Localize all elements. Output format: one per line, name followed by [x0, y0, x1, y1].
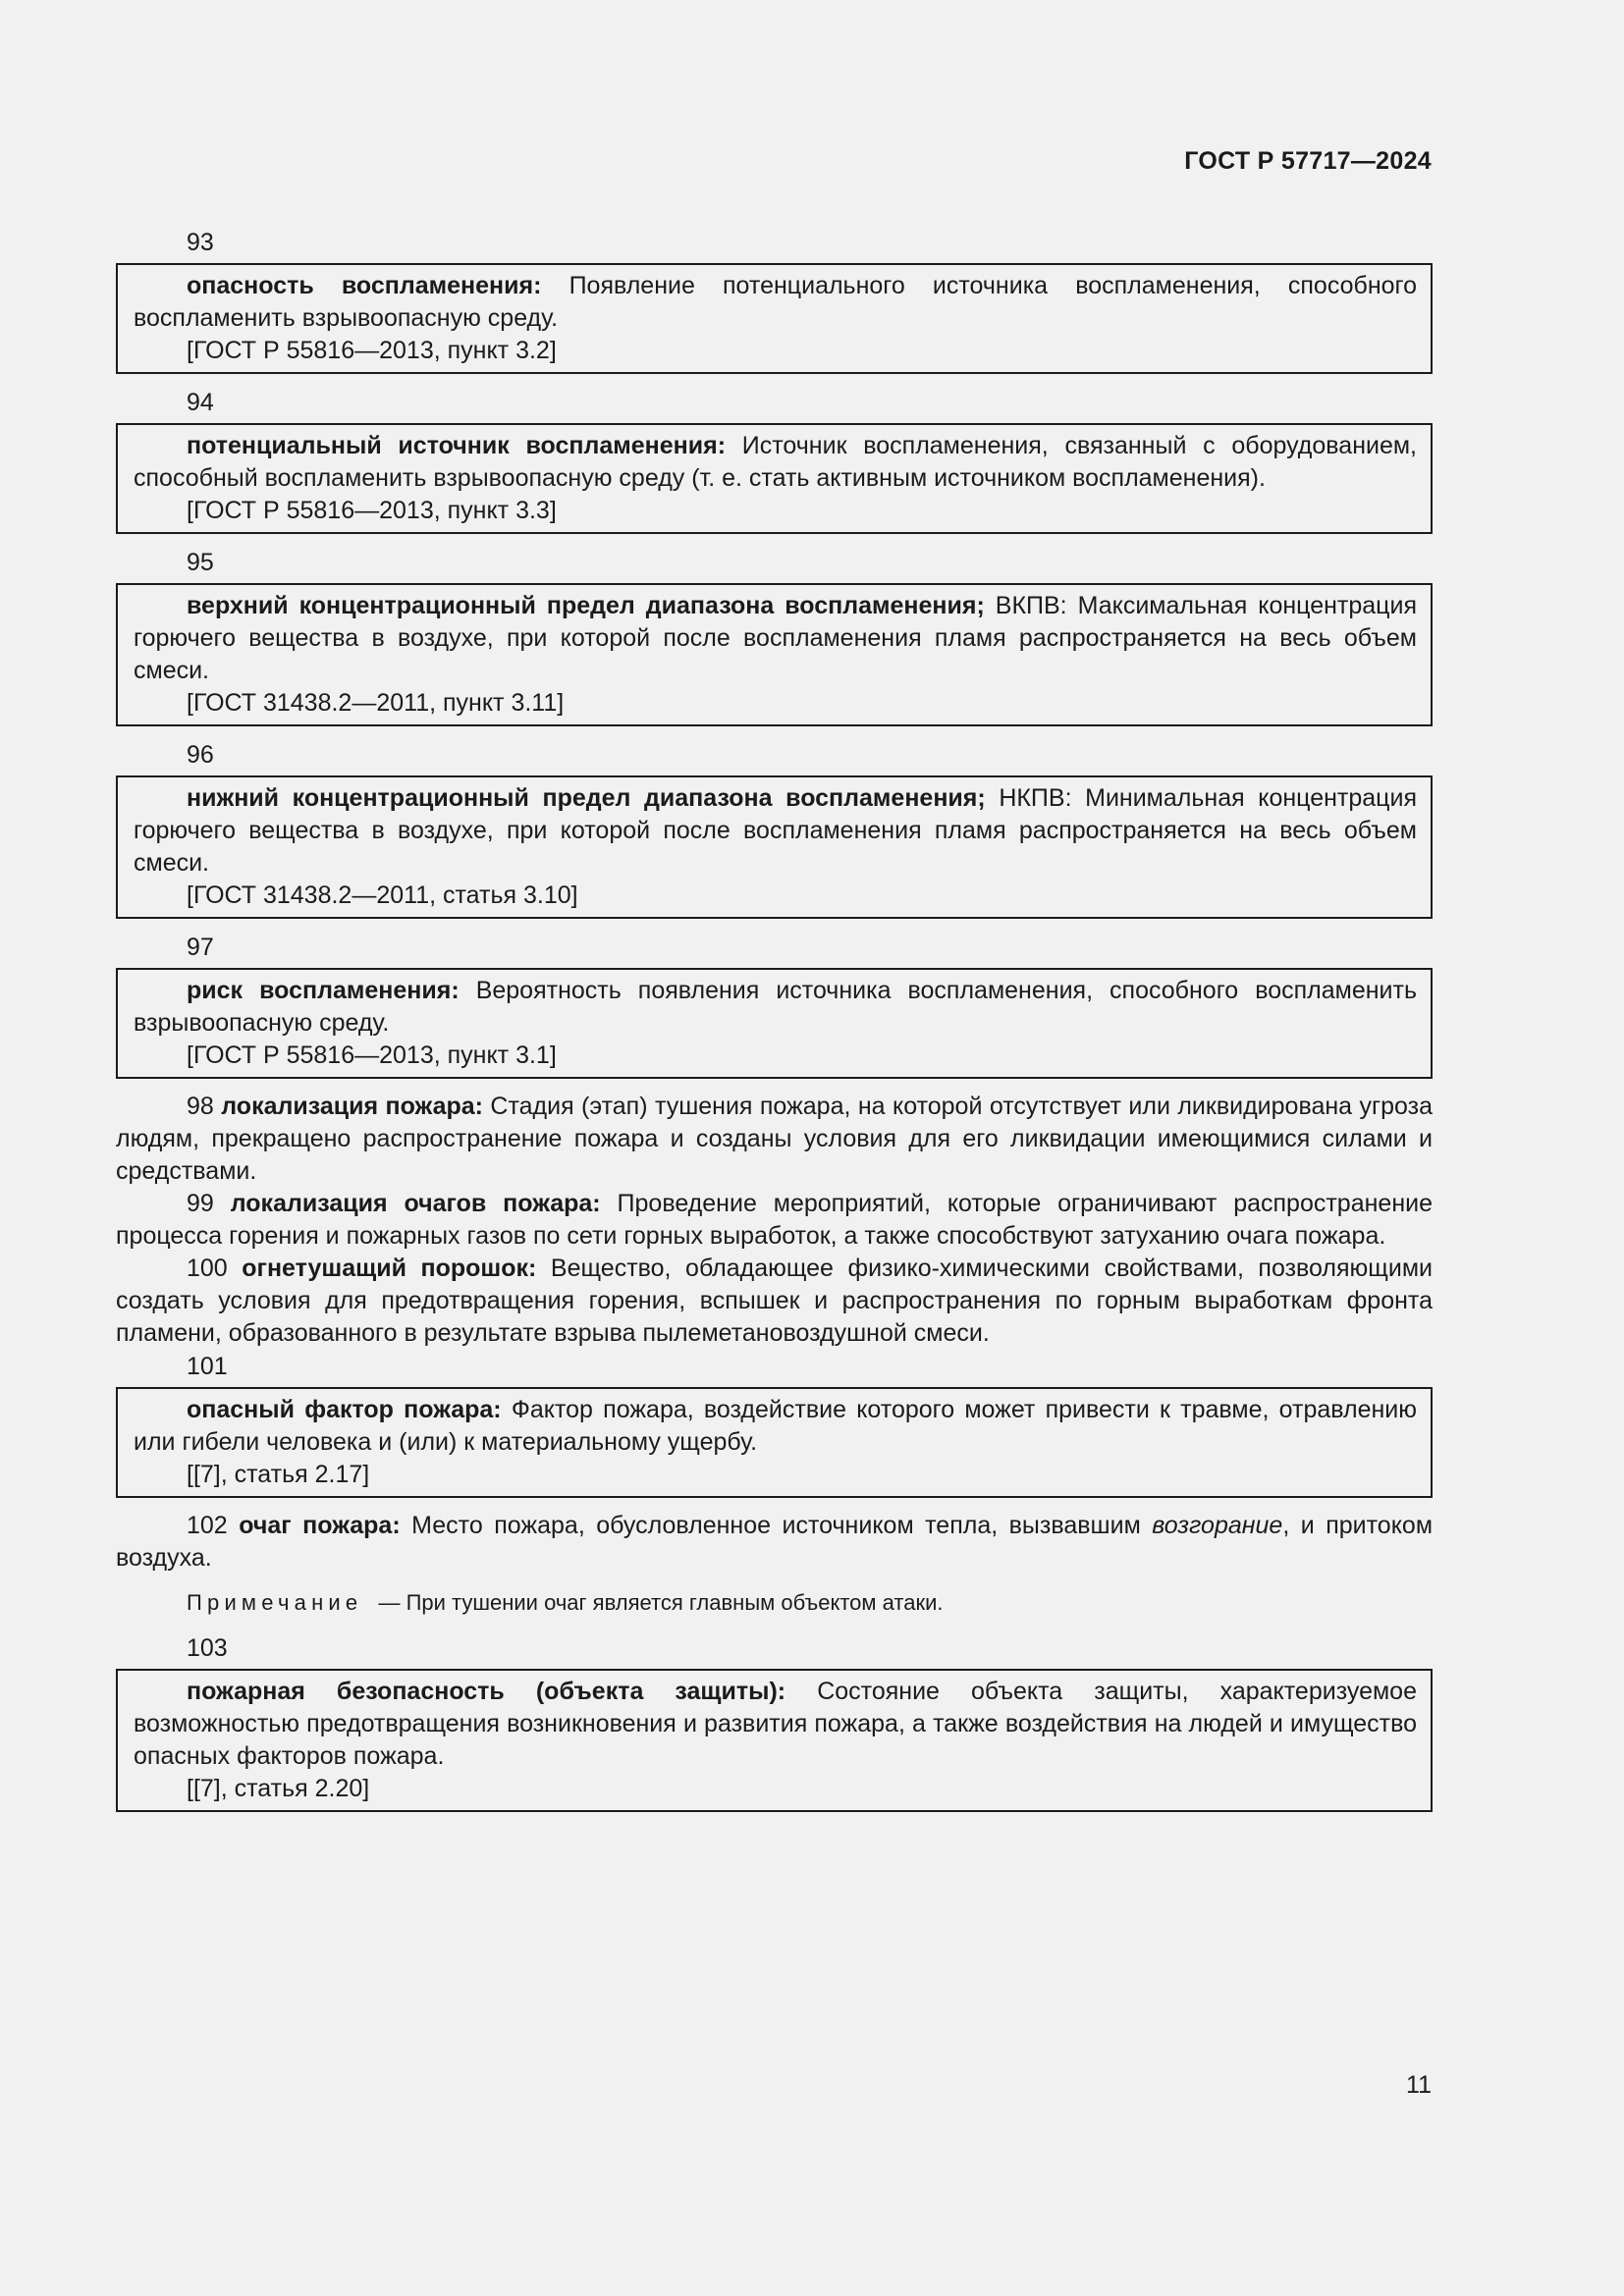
page-content	[116, 226, 1433, 1824]
definition-text: Состояние объекта защиты, характеризуемое возможностью предотвращения возникновения и развития пожара, а также воздействия на людей и имущество опасных факторов пожара.	[134, 1678, 1417, 1770]
entry-number: 101	[187, 1353, 228, 1380]
term-name: очаг пожара:	[239, 1512, 401, 1539]
term-entry-box	[116, 968, 1433, 1079]
plain-term-entry	[116, 1188, 1433, 1253]
definition-text: Источник воспламенения, связанный с оборудованием, способный воспламенить взрывоопасную среду (т. е. стать активным источником воспламенения).	[134, 432, 1417, 492]
definition-text: Вещество, обладающее физико-химическими свойствами, позволяющими создать условия для предотвращения горения, вспышек и распространения по горным выработкам фронта пламени, образованного в результате взрыва пылеметановоздушной смеси.	[116, 1255, 1433, 1347]
term-definition	[134, 975, 1417, 1040]
entry-number: 96	[187, 741, 214, 769]
plain-term-entry	[116, 1091, 1433, 1188]
term-source: [ГОСТ Р 55816—2013, пункт 3.3]	[187, 497, 557, 524]
term-source: [[7], статья 2.17]	[187, 1461, 370, 1488]
term-entry-box	[116, 583, 1433, 726]
entry-number: 95	[187, 549, 214, 576]
definition-text: Фактор пожара, воздействие которого может привести к травме, отравлению или гибели человека и (или) к материальному ущербу.	[134, 1396, 1417, 1456]
entry-number: 93	[187, 229, 214, 256]
definition-text: ВКПВ: Максимальная концентрация горючего вещества в воздухе, при которой после воспламенения пламя распространяется на весь объем смеси.	[134, 592, 1417, 684]
term-name: потенциальный источник воспламенения:	[187, 432, 727, 459]
note-text: При тушении очаг является главным объектом атаки.	[406, 1590, 944, 1615]
definition-text: Вероятность появления источника воспламенения, способного воспламенить взрывоопасную среду.	[134, 977, 1417, 1037]
term-source: [ГОСТ 31438.2—2011, статья 3.10]	[187, 881, 578, 909]
term-name: огнетушащий порошок:	[242, 1255, 537, 1282]
entry-number: 94	[187, 389, 214, 416]
term-source: [ГОСТ 31438.2—2011, пункт 3.11]	[187, 689, 565, 717]
plain-term-entry	[116, 1253, 1433, 1350]
note-dash: —	[372, 1590, 406, 1615]
note	[116, 1588, 1433, 1618]
term-source: [ГОСТ Р 55816—2013, пункт 3.1]	[187, 1041, 557, 1069]
entry-number: 97	[187, 934, 214, 961]
term-source: [[7], статья 2.20]	[187, 1775, 370, 1802]
page-number: 11	[1406, 2071, 1432, 2099]
term-definition	[134, 430, 1417, 495]
term-name: нижний концентрационный предел диапазона воспламенения;	[187, 784, 986, 812]
standard-designation: ГОСТ Р 57717—2024	[1184, 147, 1432, 175]
entry-number: 103	[187, 1634, 228, 1662]
term-entry-box	[116, 1387, 1433, 1498]
definition-text: Место пожара, обусловленное источником тепла, вызвавшим	[400, 1512, 1153, 1539]
definition-text-end: , и притоком воздуха.	[116, 1512, 1434, 1572]
note-label: Примечание	[187, 1590, 363, 1615]
entry-number: 98	[187, 1093, 214, 1120]
term-name: опасность воспламенения:	[187, 272, 542, 299]
term-name: опасный фактор пожара:	[187, 1396, 502, 1423]
term-name: риск воспламенения:	[187, 977, 460, 1004]
term-entry-box	[116, 775, 1433, 919]
term-definition	[134, 782, 1417, 880]
term-name: верхний концентрационный предел диапазона воспламенения;	[187, 592, 985, 619]
term-name: локализация очагов пожара:	[230, 1190, 601, 1217]
term-definition	[134, 590, 1417, 687]
term-name: пожарная безопасность (объекта защиты):	[187, 1678, 786, 1705]
term-entry-box	[116, 423, 1433, 534]
entry-number: 99	[187, 1190, 214, 1217]
term-entry-box	[116, 1669, 1433, 1812]
definition-text: Стадия (этап) тушения пожара, на которой отсутствует или ликвидирована угроза людям, прекращено распространение пожара и созданы условия для его ликвидации имеющимися силами и средствами.	[116, 1093, 1433, 1185]
term-entry-box	[116, 263, 1433, 374]
term-source: [ГОСТ Р 55816—2013, пункт 3.2]	[187, 337, 557, 364]
definition-emphasis: возгорание	[1152, 1512, 1283, 1539]
definition-text: Проведение мероприятий, которые ограничивают распространение процесса горения и пожарных газов по сети горных выработок, а также способствуют затуханию очага пожара.	[116, 1190, 1434, 1250]
entry-number: 102	[187, 1512, 228, 1539]
definition-text: НКПВ: Минимальная концентрация горючего вещества в воздухе, при которой после воспламенения пламя распространяется на весь объем смеси.	[134, 784, 1417, 877]
term-name: локализация пожара:	[221, 1093, 483, 1120]
entry-number: 100	[187, 1255, 228, 1282]
term-definition	[134, 270, 1417, 335]
term-definition	[134, 1394, 1417, 1459]
term-definition	[134, 1676, 1417, 1773]
plain-term-entry	[116, 1510, 1433, 1575]
definition-text: Появление потенциального источника воспламенения, способного воспламенить взрывоопасную среду.	[134, 272, 1417, 332]
